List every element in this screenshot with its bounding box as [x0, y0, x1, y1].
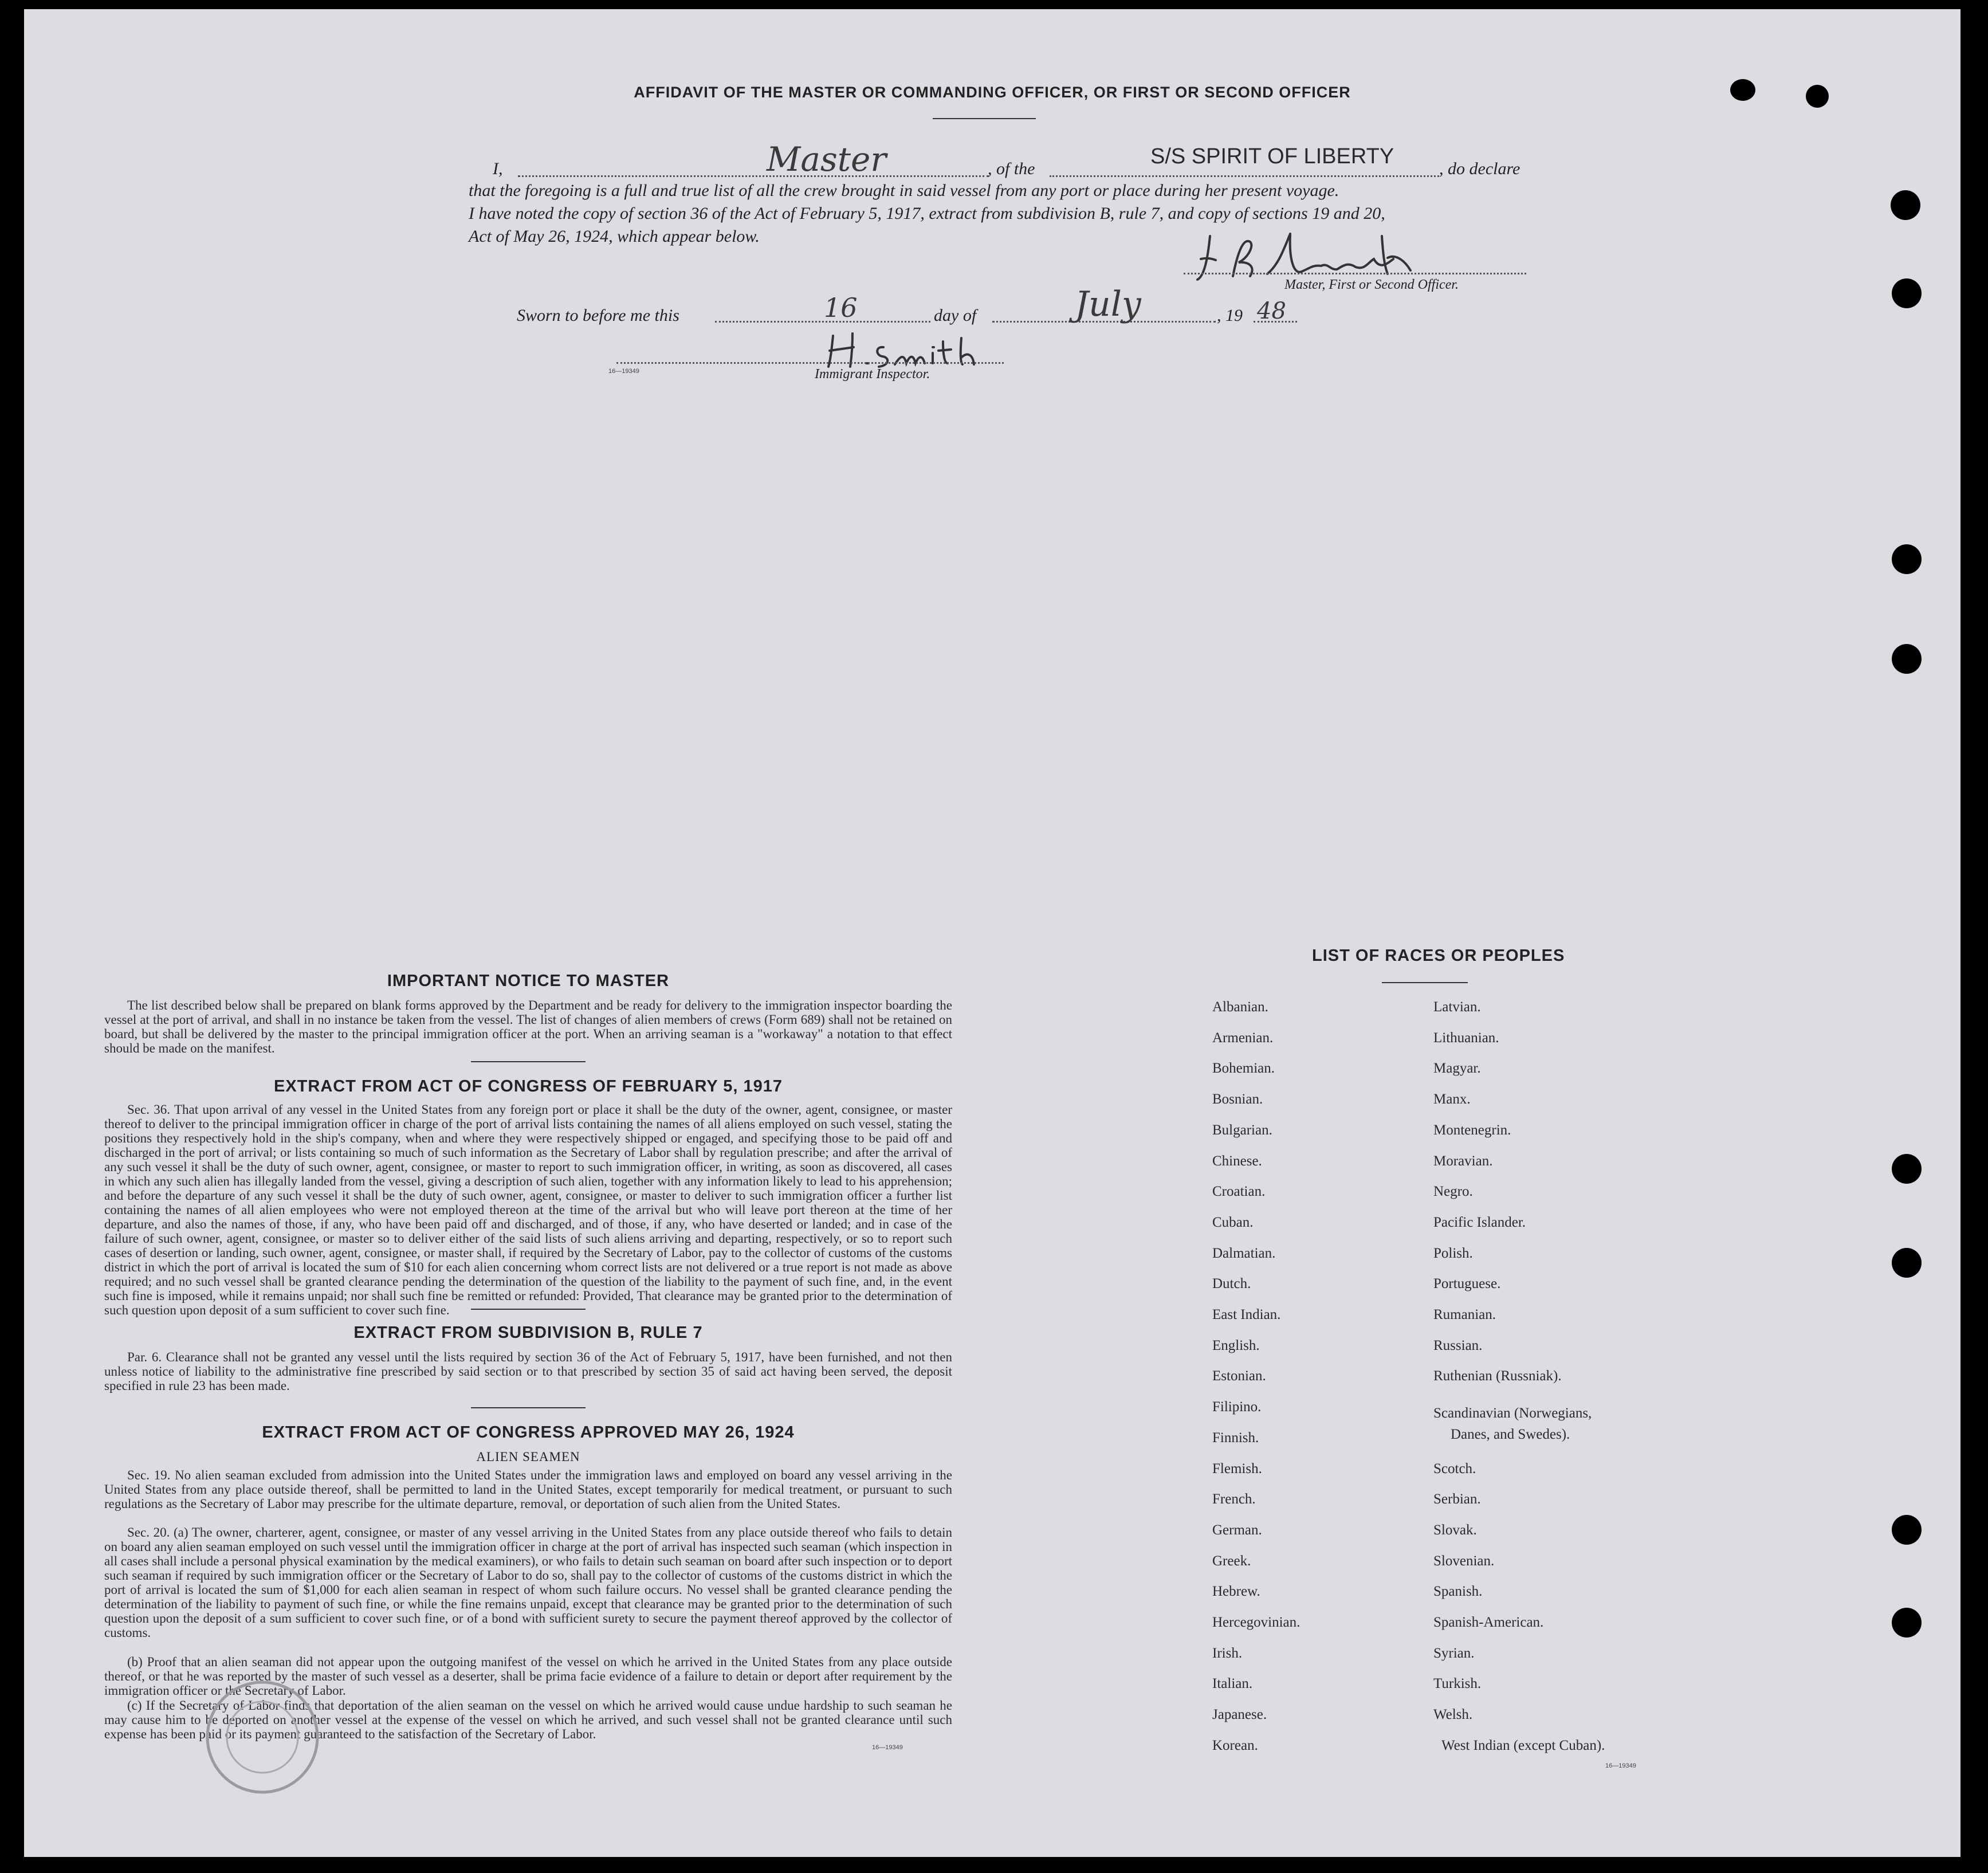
affidavit-title: AFFIDAVIT OF THE MASTER OR COMMANDING OFFICER, OR FIRST OR SECOND OFFICER	[634, 84, 1351, 101]
divider	[933, 118, 1036, 119]
year-fill-line	[1254, 321, 1297, 323]
affidavit-line-2: that the foregoing is a full and true list of all the crew brought in said vessel from any port or place during her present voyage.	[469, 181, 1339, 200]
extract-1924-subtitle: ALIEN SEAMEN	[476, 1450, 580, 1464]
race-item: Dutch.	[1212, 1276, 1251, 1292]
inspector-fill-line	[616, 362, 1004, 364]
race-item: Japanese.	[1212, 1707, 1267, 1723]
extract-1924-sec20a: Sec. 20. (a) The owner, charterer, agent, consignee, or master of any vessel arriving in the United States from any place outside thereof who fails to detain on board any alien seaman employed on such vessel until the immigration officer in charge at the port of arrival has inspected such seaman (which inspection in all cases shall include a personal physical examination by the medical examiners), or who fails to detain such seaman on board after such inspection or to deport such seaman if required by such immigration officer or the Secretary of Labor to do so, shall pay to the collector of customs of the customs district in which the port of arrival is located the sum of $1,000 for each alien seaman in respect of whom such failure occurs. No vessel shall be granted clearance pending the determination of the liability to payment of such fine, or while the fine remains unpaid, except that clearance may be granted prior to the determination of such question upon the deposit of a sum sufficient to cover such fine, or of a bond with sufficient surety to secure the payment thereof approved by the collector of customs.	[104, 1525, 952, 1640]
punch-hole	[1892, 644, 1922, 674]
punch-hole	[1892, 544, 1922, 574]
race-item: Moravian.	[1433, 1153, 1493, 1169]
race-item: East Indian.	[1212, 1307, 1281, 1322]
race-item: Montenegrin.	[1433, 1122, 1511, 1138]
affidavit-of-the: , of the	[988, 159, 1035, 178]
day-fill-line	[715, 321, 930, 323]
race-item: Albanian.	[1212, 999, 1268, 1015]
divider	[471, 1061, 586, 1062]
signature-fill-line	[1184, 273, 1526, 274]
race-item: Ruthenian (Russniak).	[1433, 1368, 1562, 1384]
race-item: Danes, and Swedes).	[1451, 1427, 1570, 1443]
affidavit-line-4: Act of May 26, 1924, which appear below.	[469, 227, 760, 246]
form-number: 16—19349	[1605, 1762, 1636, 1769]
handwritten-day: 16	[824, 292, 858, 323]
race-item: Finnish.	[1212, 1430, 1259, 1446]
race-item: Polish.	[1433, 1245, 1473, 1261]
race-item: Korean.	[1212, 1737, 1258, 1753]
race-item: Italian.	[1212, 1676, 1253, 1692]
race-item: Lithuanian.	[1433, 1030, 1499, 1046]
vessel-fill-line	[1050, 175, 1439, 177]
race-item: Filipino.	[1212, 1399, 1262, 1415]
race-item: Croatian.	[1212, 1184, 1266, 1200]
extract-1924-sec20c: (c) If the Secretary of Labor finds that deportation of the alien seaman on the vessel on which he arrived would cause undue hardship to such seaman he may cause him to be deported on another vessel at the expense of the vessel on which he arrived, and such vessel shall not be granted clearance until such expense has been paid or its payment guaranteed to the satisfaction of the Secretary of Labor.	[104, 1698, 952, 1741]
affidavit-line-3: I have noted the copy of section 36 of the Act of February 5, 1917, extract from subdivision B, rule 7, and copy of sections 19 and 20,	[469, 204, 1385, 223]
inspector-signature	[820, 330, 1009, 370]
divider	[471, 1309, 586, 1310]
races-title: LIST OF RACES OR PEOPLES	[1312, 947, 1565, 965]
race-item: Pacific Islander.	[1433, 1214, 1526, 1230]
race-item: Russian.	[1433, 1337, 1483, 1353]
race-item: Rumanian.	[1433, 1307, 1496, 1322]
extract-1924-title: EXTRACT FROM ACT OF CONGRESS APPROVED MAY 26, 1924	[262, 1423, 795, 1442]
race-item: Magyar.	[1433, 1061, 1481, 1077]
inspector-label: Immigrant Inspector.	[815, 367, 930, 382]
race-item: Scotch.	[1433, 1460, 1476, 1477]
race-item: Negro.	[1433, 1184, 1473, 1200]
form-number: 16—19349	[872, 1744, 903, 1751]
race-item: Dalmatian.	[1212, 1245, 1276, 1261]
race-item: Hercegovinian.	[1212, 1615, 1301, 1630]
stamped-vessel-name: S/S SPIRIT OF LIBERTY	[1150, 144, 1394, 168]
race-item: Greek.	[1212, 1553, 1251, 1569]
extract-1917-body: Sec. 36. That upon arrival of any vessel in the United States from any foreign port or place it shall be the duty of the owner, agent, consignee, or master thereof to deliver to the principal immigration officer in charge of the port of arrival lists containing the names of all aliens employed on such vessel, stating the positions they respectively hold in the ship's company, when and where they were respectively shipped or engaged, and specifying those to be paid off and discharged in the port of arrival; or lists containing so much of such information as the Secretary of Labor shall by regulation prescribe; and after the arrival of any such vessel it shall be the duty of such owner, agent, consignee, or master to report to such immigration officer, in writing, as soon as discovered, all cases in which any such alien has illegally landed from the vessel, giving a description of such alien, together with any information likely to lead to his apprehension; and before the departure of any such vessel it shall be the duty of such owner, agent, consignee, or master to deliver to such immigration officer a further list containing the names of all alien employees who were not employed thereon at the time of the arrival but who will leave port thereon at the time of her departure, and also the names of those, if any, who have been paid off and discharged, and of those, if any, who have deserted or landed; and in case of the failure of such owner, agent, consignee, or master so to deliver either of the said lists of such aliens arriving and departing, respectively, or so to report such cases of desertion or landing, such owner, agent, consignee, or master shall, if required by the Secretary of Labor, pay to the collector of customs of the customs district in which the port of arrival is located the sum of $10 for each alien concerning whom correct lists are not delivered or a true report is not made as above required; and no such vessel shall be granted clearance pending the determination of the question of the liability to the payment of such fine, and, in the event such fine is imposed, while it remains unpaid; nor shall such fine be remitted or refunded: Provided, That clearance may be granted prior to the determination of such question upon deposit of a sum sufficient to cover such fine.	[104, 1102, 952, 1317]
sworn-prefix: Sworn to before me this	[517, 306, 679, 325]
handwritten-month: July	[1075, 284, 1141, 324]
race-item: Spanish-American.	[1433, 1615, 1544, 1630]
race-item: Scandinavian (Norwegians,	[1433, 1405, 1592, 1421]
race-item: Estonian.	[1212, 1368, 1266, 1384]
handwritten-rank: Master	[767, 140, 887, 179]
race-item: Armenian.	[1212, 1030, 1274, 1046]
divider	[1382, 982, 1468, 983]
race-item: English.	[1212, 1337, 1260, 1353]
customs-stamp	[159, 1680, 366, 1800]
notice-title: IMPORTANT NOTICE TO MASTER	[387, 972, 670, 990]
punch-hole	[1892, 1608, 1922, 1638]
punch-hole	[1891, 190, 1920, 220]
race-item: Cuban.	[1212, 1214, 1254, 1230]
extract-1924-sec20b: (b) Proof that an alien seaman did not appear upon the outgoing manifest of the vessel on which he arrived in the United States from any place outside thereof, or that he was reported by the master of such vessel as a deserter, shall be prima facie evidence of a failure to detain or deport after requirement by the immigration officer or the Secretary of Labor.	[104, 1655, 952, 1698]
extract-rule7-title: EXTRACT FROM SUBDIVISION B, RULE 7	[353, 1324, 703, 1342]
divider	[471, 1407, 586, 1408]
race-item: Chinese.	[1212, 1153, 1262, 1169]
race-item: Bohemian.	[1212, 1061, 1275, 1077]
race-item: Slovenian.	[1433, 1553, 1495, 1569]
affidavit-do-declare: , do declare	[1439, 159, 1521, 178]
race-item: French.	[1212, 1491, 1256, 1507]
punch-hole	[1892, 1154, 1922, 1184]
document-page	[24, 9, 1961, 1857]
race-item: German.	[1212, 1522, 1262, 1538]
race-item: Welsh.	[1433, 1707, 1473, 1723]
signature-label: Master, First or Second Officer.	[1284, 277, 1459, 292]
race-item: Latvian.	[1433, 999, 1481, 1015]
race-item: Bosnian.	[1212, 1091, 1263, 1108]
punch-hole	[1892, 1248, 1922, 1278]
extract-1917-title: EXTRACT FROM ACT OF CONGRESS OF FEBRUARY 5, 1917	[273, 1077, 783, 1095]
race-item: Syrian.	[1433, 1645, 1475, 1661]
race-item: Portuguese.	[1433, 1276, 1501, 1292]
sworn-year-prefix: , 19	[1217, 306, 1243, 325]
form-number: 16—19349	[608, 368, 639, 375]
notice-body: The list described below shall be prepared on blank forms approved by the Department and be ready for delivery to the immigration inspector boarding the vessel at the port of arrival, and shall in no instance be taken from the vessel. The list of changes of alien members of crews (Form 689) shall not be retained on board, but shall be delivered by the master to the principal immigration officer at the port. When an arriving seaman is a "workaway" a notation to that effect should be made on the manifest.	[104, 998, 952, 1055]
extract-rule7-body: Par. 6. Clearance shall not be granted any vessel until the lists required by section 36 of the Act of February 5, 1917, have been furnished, and not then unless notice of liability to the administrative fine prescribed by said section or to that prescribed by section 35 of said act having been served, the deposit specified in rule 23 has been made.	[104, 1350, 952, 1393]
race-item: West Indian (except Cuban).	[1441, 1737, 1605, 1753]
race-item: Hebrew.	[1212, 1584, 1260, 1600]
race-item: Turkish.	[1433, 1676, 1482, 1692]
handwritten-year: 48	[1257, 298, 1286, 324]
punch-hole	[1892, 278, 1922, 308]
race-item: Spanish.	[1433, 1584, 1483, 1600]
affidavit-i: I,	[493, 159, 503, 178]
sworn-day-of: day of	[934, 306, 977, 325]
race-item: Slovak.	[1433, 1522, 1477, 1538]
race-item: Serbian.	[1433, 1491, 1481, 1507]
rank-fill-line	[518, 175, 989, 177]
race-item: Manx.	[1433, 1091, 1471, 1108]
punch-hole	[1892, 1515, 1922, 1545]
extract-1924-sec19: Sec. 19. No alien seaman excluded from admission into the United States under the immigration laws and employed on board any vessel arriving in the United States from any place outside thereof, shall be permitted to land in the United States, except temporarily for medical treatment, or pursuant to such regulations as the Secretary of Labor may prescribe for the ultimate departure, removal, or deportation of such alien from the United States.	[104, 1468, 952, 1511]
race-item: Irish.	[1212, 1645, 1243, 1661]
race-item: Flemish.	[1212, 1460, 1262, 1477]
race-item: Bulgarian.	[1212, 1122, 1272, 1138]
